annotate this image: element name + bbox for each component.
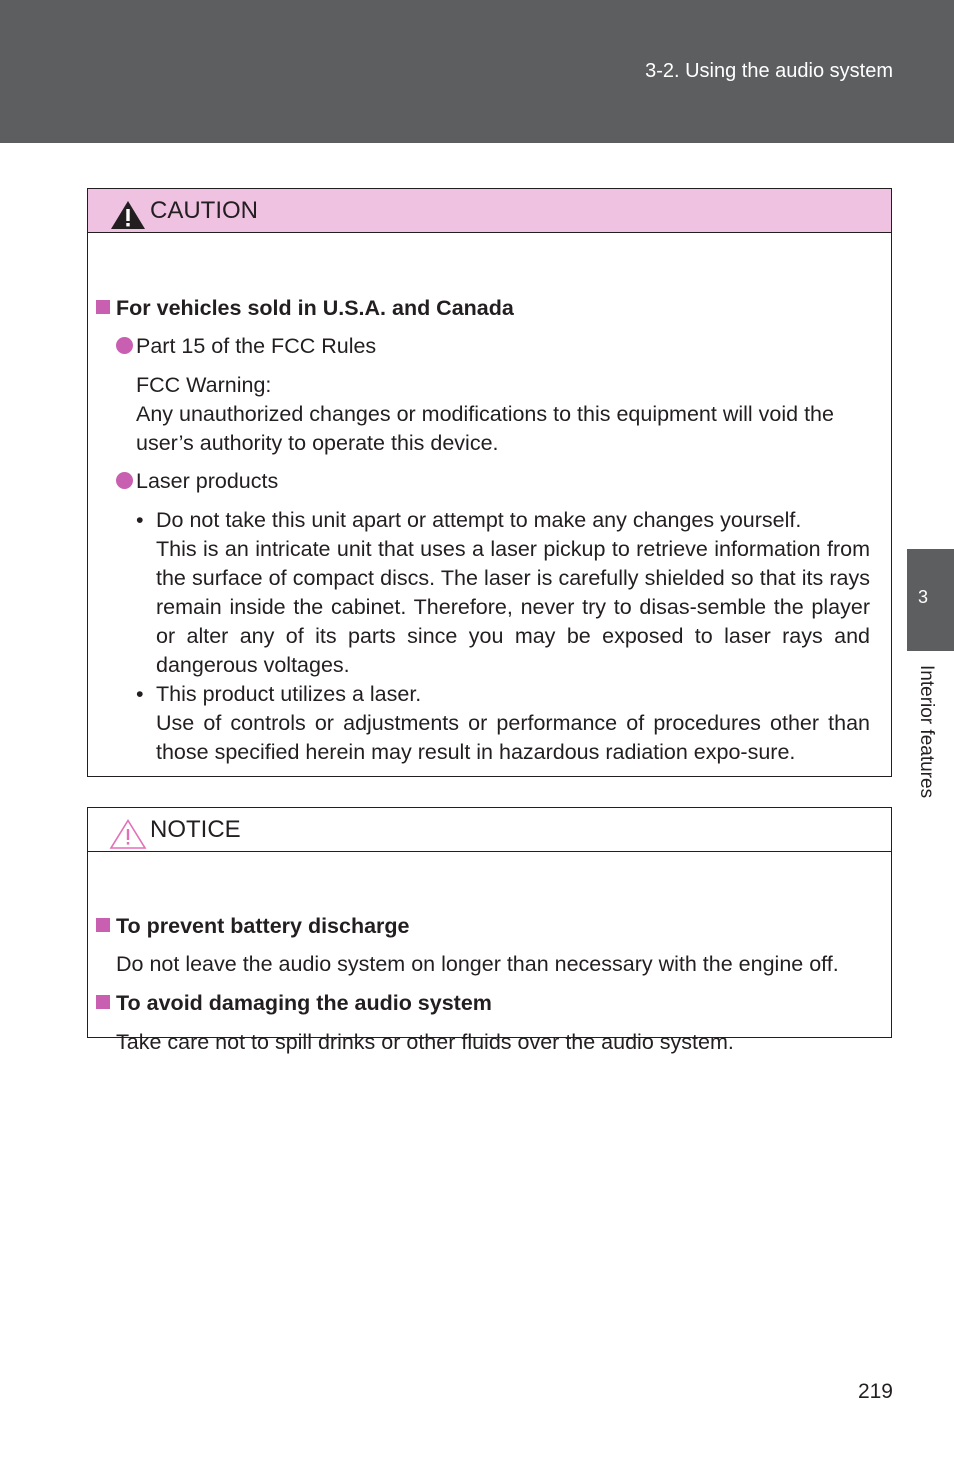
bullet2-body: Use of controls or adjustments or performance of procedures other than those specified herein may result in hazardous radiation expo-sure. <box>156 711 870 764</box>
circle-bullet-icon <box>116 472 133 489</box>
bullet-marker: • <box>136 682 144 706</box>
page-header <box>0 0 954 143</box>
square-bullet-icon <box>96 995 110 1009</box>
laser-item: Laser products <box>116 467 278 496</box>
page-number: 219 <box>857 1380 893 1403</box>
chapter-number: 3 <box>918 587 929 607</box>
bullet1-lead: Do not take this unit apart or attempt to make any changes yourself. <box>156 508 802 532</box>
notice-text-audio: Take care not to spill drinks or other fluids over the audio system. <box>116 1030 734 1054</box>
caution-heading: For vehicles sold in U.S.A. and Canada <box>96 294 514 323</box>
notice-box <box>87 807 892 1054</box>
chapter-label: Interior features <box>916 665 937 799</box>
notice-heading-battery: To prevent battery discharge <box>96 912 410 941</box>
caution-box <box>87 188 892 777</box>
caution-title: CAUTION <box>150 197 258 224</box>
notice-header <box>88 808 891 852</box>
square-bullet-icon <box>96 918 110 932</box>
circle-bullet-icon <box>116 337 133 354</box>
bullet1-body: This is an intricate unit that uses a laser pickup to retrieve information from the surface of compact discs. The laser is carefully shielded so that its rays remain inside the cabinet. Therefore, never try to disas-semble the player or alter any of its parts since you may be exposed to laser rays and dangerous voltages. <box>156 537 870 677</box>
fcc-warning-text: Any unauthorized changes or modifications to this equipment will void the user’s authority to operate this device. <box>136 402 834 455</box>
notice-heading-audio: To avoid damaging the audio system <box>96 989 492 1018</box>
notice-triangle-icon <box>109 818 147 850</box>
notice-title: NOTICE <box>150 816 241 843</box>
fcc-item: Part 15 of the FCC Rules <box>116 332 376 361</box>
bullet2-lead: This product utilizes a laser. <box>156 682 422 706</box>
fcc-warning-label: FCC Warning: <box>136 373 272 397</box>
notice-text-battery: Do not leave the audio system on longer than necessary with the engine off. <box>116 952 839 976</box>
square-bullet-icon <box>96 300 110 314</box>
caution-header <box>88 189 891 233</box>
warning-triangle-icon <box>109 199 147 231</box>
bullet-marker: • <box>136 508 144 532</box>
chapter-tab[interactable] <box>907 549 954 651</box>
section-title: 3-2. Using the audio system <box>645 60 893 82</box>
